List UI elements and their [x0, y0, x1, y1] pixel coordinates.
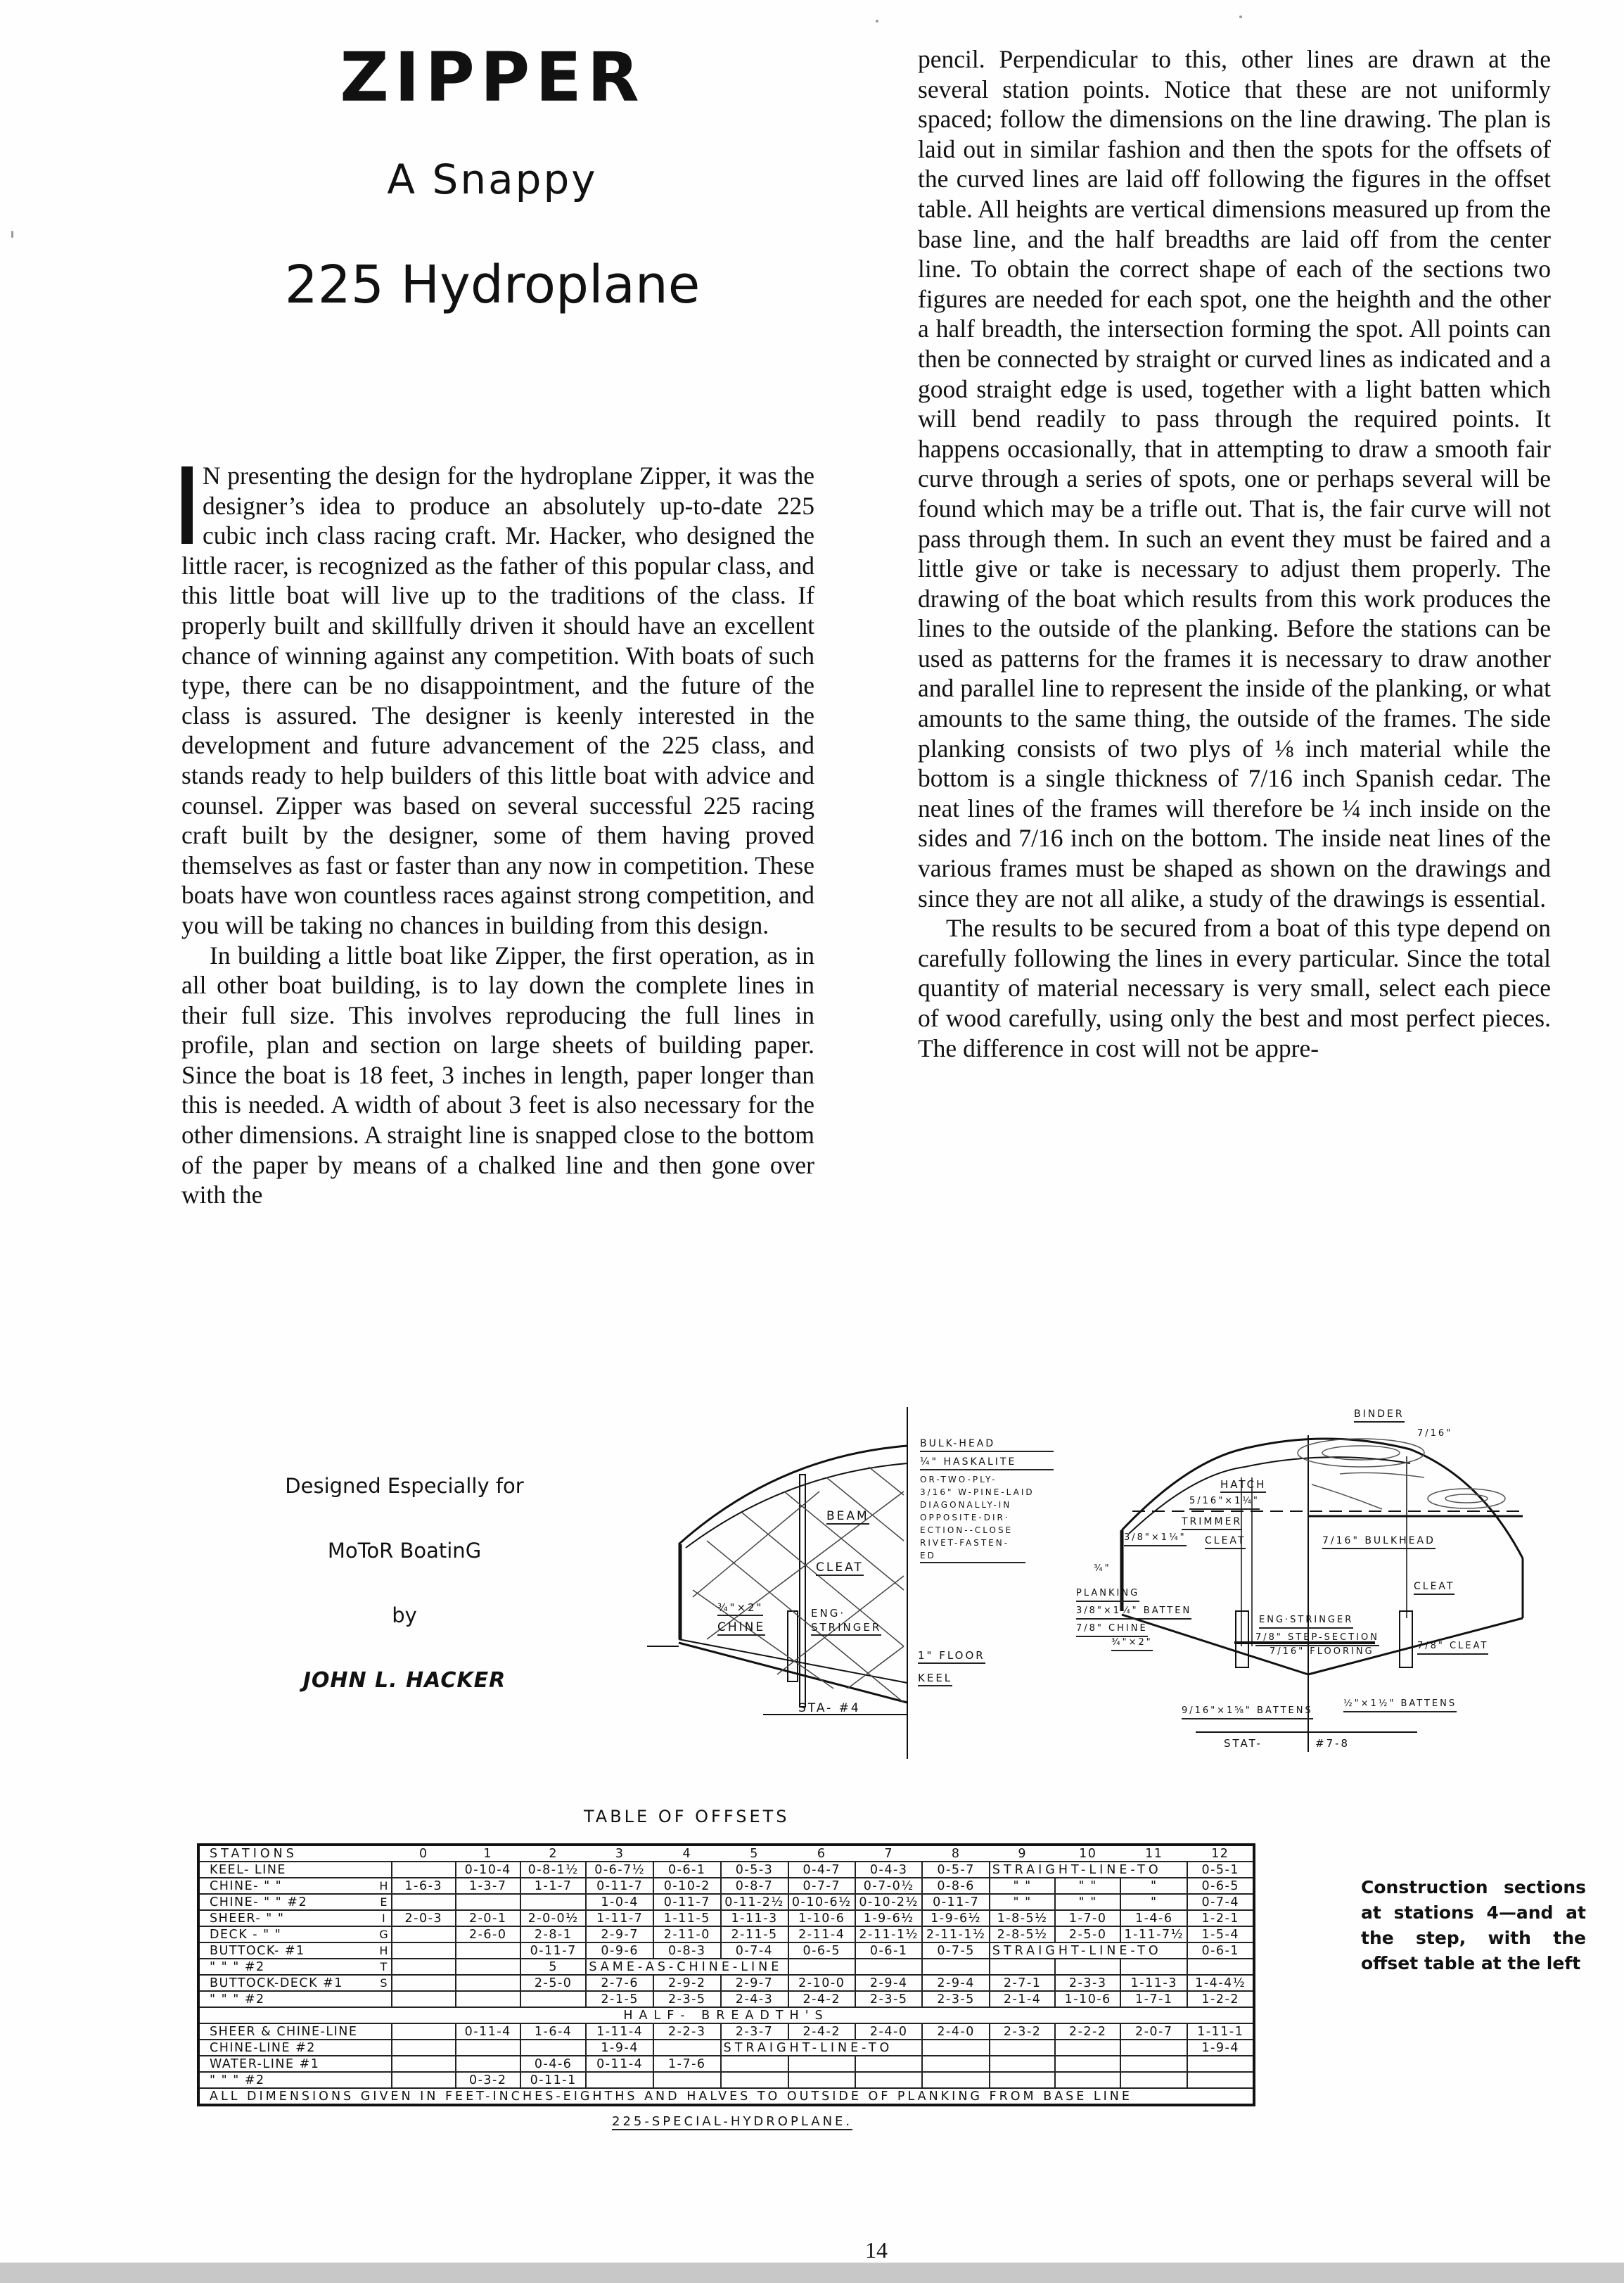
bottom-planking [679, 1643, 907, 1703]
offset-cell: 1-8-5½ [990, 1910, 1056, 1926]
offset-cell [855, 2056, 922, 2072]
paragraph: In building a little boat like Zipper, the first operation, as in all other boat building, is to lay down the complete lines in their full size. This involves reproducing the full lines in profile, plan and section on large sheets of building paper. Since the boat is 18 feet, 3 inches in length, paper longer than this is needed. A width of about 3 feet is also necessary for the other dimensions. A straight line is snapped close to the bottom of the paper by means of a chalked line and then gone over with the [181, 941, 814, 1209]
label-step-section: 7/8" STEP-SECTION [1255, 1631, 1379, 1646]
offset-cell [456, 1975, 520, 1991]
bulkhead-note-line: BULK-HEAD [920, 1437, 1054, 1452]
article-subtitle-line2: 225 Hydroplane [284, 255, 701, 315]
offset-cell [392, 2040, 455, 2056]
offset-cell: 1-5-4 [1187, 1926, 1254, 1942]
table-row [198, 1878, 1254, 1894]
table-row [198, 1975, 1254, 1991]
offset-cell [520, 2040, 586, 2056]
page-number: 14 [865, 2237, 888, 2263]
scan-speck [876, 20, 878, 23]
title-block [190, 35, 795, 317]
paragraph-text: N presenting the design for the hydroplane Zipper, it was the designer’s idea to produce an absolutely up-to-date 225 cubic inch class racing craft. Mr. Hacker, who designed the little racer, is recognized as the father of this popular class, and this little boat will live up to the traditions of the class. If properly built and skillfully driven it should have an excellent chance of winning against any competition. With boats of such type, there can be no disappointment, and the future of the class is assured. The designer is keenly interested in the development and future advancement of the 225 class, and stands ready to help builders of this little boat with advice and counsel. Zipper was based on several successful 225 racing craft built by the designer, some of them having proved themselves as fast or faster than any now in competition. These boats have won countless races against strong competition, and you will be taking no chances in building from this design. [181, 462, 814, 939]
offsets-table-title: TABLE OF OFFSETS [584, 1807, 790, 1826]
offset-cell: 0-6-5 [1187, 1878, 1254, 1894]
label-chine: CHINE [717, 1620, 766, 1634]
offset-cell: 1-9-4 [1187, 2040, 1254, 2056]
offset-cell: 1-11-3 [1120, 1975, 1187, 1991]
label-trimmer: TRIMMER [1182, 1515, 1242, 1530]
offset-cell: 2-9-4 [855, 1975, 922, 1991]
offset-cell: 2-4-2 [788, 2023, 855, 2040]
offset-cell [456, 2040, 520, 2056]
offset-cell: 1-0-4 [586, 1894, 653, 1910]
bulkhead-note [920, 1437, 1054, 1563]
offset-cell: 0-11-7 [653, 1894, 721, 1910]
offset-cell [392, 2072, 455, 2088]
offset-cell: 0-11-4 [586, 2056, 653, 2072]
offset-cell: 1-7-0 [1055, 1910, 1120, 1926]
offset-cell: 0-4-3 [855, 1862, 922, 1878]
offset-cell [520, 1894, 586, 1910]
station-header: 6 [788, 1845, 855, 1862]
row-label: BUTTOCK-DECK #1 [198, 1975, 377, 1991]
table-row [198, 1862, 1254, 1878]
row-marker: H [377, 1942, 392, 1959]
offset-cell: 2-4-0 [855, 2023, 922, 2040]
offset-cell [1120, 2056, 1187, 2072]
offset-cell [392, 1959, 455, 1975]
offset-cell: 2-1-5 [586, 1991, 653, 2007]
station-header: 4 [653, 1845, 721, 1862]
offset-cell [1055, 2072, 1120, 2088]
offset-cell [392, 1894, 455, 1910]
label-battens-left: 9/16"×1⅝" BATTENS [1182, 1704, 1313, 1719]
byline-author: JOHN L. HACKER [302, 1668, 506, 1693]
half-breadths-section-row [198, 2007, 1254, 2023]
row-label: SHEER & CHINE-LINE [198, 2023, 377, 2040]
stations-header-label: STATIONS [198, 1845, 392, 1862]
offset-cell: 0-6-5 [788, 1942, 855, 1959]
label-cleat: CLEAT [816, 1560, 864, 1575]
bulkhead-note-line: 3/16" W-PINE-LAID [920, 1487, 1035, 1497]
offset-cell: 2-5-0 [1055, 1926, 1120, 1942]
offset-cell: 1-10-6 [1055, 1991, 1120, 2007]
offset-cell: 0-10-4 [456, 1862, 520, 1878]
dropcap-initial [181, 466, 193, 544]
table-row [198, 1910, 1254, 1926]
offset-cell [1187, 2056, 1254, 2072]
offset-cell: 2-1-4 [990, 1991, 1056, 2007]
table-row [198, 2056, 1254, 2072]
offset-cell: 0-8-7 [721, 1878, 788, 1894]
table-row [198, 1942, 1254, 1959]
row-marker: G [377, 1926, 392, 1942]
station-header: 2 [520, 1845, 586, 1862]
offset-cell: 0-5-1 [1187, 1862, 1254, 1878]
row-marker [377, 1991, 392, 2007]
offset-cell: 0-11-2½ [721, 1894, 788, 1910]
offset-cell: 0-6-1 [855, 1942, 922, 1959]
offset-cell [392, 1975, 455, 1991]
offset-cell: " " [1055, 1878, 1120, 1894]
offset-cell: 2-3-5 [922, 1991, 989, 2007]
offset-cell: 2-9-7 [721, 1975, 788, 1991]
offset-cell: 0-6-1 [1187, 1942, 1254, 1959]
offset-cell: 0-8-6 [922, 1878, 989, 1894]
row-marker [377, 2072, 392, 2088]
offset-cell: 2-0-1 [456, 1910, 520, 1926]
station-header: 3 [586, 1845, 653, 1862]
station-header: 8 [922, 1845, 989, 1862]
cleat [800, 1475, 805, 1707]
offset-cell: STRAIGHT-LINE-TO [990, 1942, 1188, 1959]
offset-cell: 0-4-7 [788, 1862, 855, 1878]
offset-cell: 2-3-5 [855, 1991, 922, 2007]
offset-cell: 0-7-4 [1187, 1894, 1254, 1910]
offset-cell: 2-10-0 [788, 1975, 855, 1991]
offset-cell [520, 1991, 586, 2007]
table-row [198, 2072, 1254, 2088]
table-row [198, 2023, 1254, 2040]
row-marker: I [377, 1910, 392, 1926]
offset-cell: 2-3-7 [721, 2023, 788, 2040]
offset-cell [392, 1991, 455, 2007]
offset-cell [392, 2023, 455, 2040]
offset-cell: 2-3-5 [653, 1991, 721, 2007]
offset-cell [392, 2056, 455, 2072]
row-label: " " " #2 [198, 2072, 377, 2088]
offset-cell: 2-8-1 [520, 1926, 586, 1942]
offset-cell [721, 2056, 788, 2072]
label-chine-size: ¾"×2" [717, 1601, 763, 1616]
offset-cell [653, 2072, 721, 2088]
offset-cell: 2-8-5½ [990, 1926, 1056, 1942]
byline [246, 1474, 563, 1734]
label-cleat-78: 7/8" CLEAT [1417, 1639, 1488, 1655]
label-chine-right: 7/8" CHINE [1076, 1622, 1148, 1637]
offset-cell [1187, 1959, 1254, 1975]
offset-cell: 1-11-7 [586, 1910, 653, 1926]
offset-cell: 1-6-3 [392, 1878, 455, 1894]
table-row [198, 2040, 1254, 2056]
offset-cell: 1-10-6 [788, 1910, 855, 1926]
offsets-table-body [198, 1862, 1254, 2105]
label-cleat-right: CLEAT [1205, 1534, 1246, 1549]
offset-cell: 0-8-1½ [520, 1862, 586, 1878]
offset-cell: " " [1055, 1894, 1120, 1910]
offset-cell: 0-11-7 [922, 1894, 989, 1910]
row-label: BUTTOCK- #1 [198, 1942, 377, 1959]
offset-cell: 0-7-7 [788, 1878, 855, 1894]
offset-cell: 2-2-3 [653, 2023, 721, 2040]
article-subtitle-line1: A Snappy [387, 155, 598, 203]
label-cleat-far: CLEAT [1414, 1579, 1454, 1595]
offset-cell: 0-11-7 [520, 1942, 586, 1959]
deck-inner-line [686, 1463, 907, 1548]
label-bulkhead: 7/16" BULKHEAD [1322, 1534, 1436, 1549]
station-header: 0 [392, 1845, 455, 1862]
offset-cell [788, 2056, 855, 2072]
table-row [198, 1926, 1254, 1942]
table-row [198, 1959, 1254, 1975]
row-marker [377, 2023, 392, 2040]
offset-cell [456, 1991, 520, 2007]
offset-cell: 0-9-6 [586, 1942, 653, 1959]
offset-cell: 0-7-5 [922, 1942, 989, 1959]
bulkhead-note-line: ED [920, 1549, 1025, 1563]
right-text-column [918, 44, 1551, 1063]
offset-cell: 0-8-3 [653, 1942, 721, 1959]
offset-cell: 0-6-1 [653, 1862, 721, 1878]
station-header: 10 [1055, 1845, 1120, 1862]
scan-edge-bar [0, 2263, 1624, 2283]
offset-cell: 1-11-1 [1187, 2023, 1254, 2040]
row-marker [377, 2056, 392, 2072]
row-label: SHEER- " " [198, 1910, 377, 1926]
offset-cell: " [1120, 1878, 1187, 1894]
label-binder-size: 7/16" [1417, 1428, 1453, 1439]
label-batten: 3/8"×1¼" BATTEN [1076, 1604, 1191, 1620]
table-row [198, 1991, 1254, 2007]
offset-cell [990, 1959, 1056, 1975]
offset-cell: 2-11-1½ [855, 1926, 922, 1942]
offset-cell [1055, 1959, 1120, 1975]
row-label: " " " #2 [198, 1991, 377, 2007]
label-stringer: STRINGER [811, 1620, 881, 1636]
offset-cell: 0-11-7 [586, 1878, 653, 1894]
row-label: KEEL- LINE [198, 1862, 377, 1878]
row-label: DECK - " " [198, 1926, 377, 1942]
offset-cell: 0-7-4 [721, 1942, 788, 1959]
row-label: CHINE-LINE #2 [198, 2040, 377, 2056]
article-title: ZIPPER [340, 38, 645, 117]
offset-cell: 0-10-6½ [788, 1894, 855, 1910]
offset-cell: 1-1-7 [520, 1878, 586, 1894]
offsets-header-row [198, 1845, 1254, 1862]
left-text-column [181, 461, 814, 1210]
offset-cell: 2-0-3 [392, 1910, 455, 1926]
label-chine-size-right: ¾"×2" [1111, 1636, 1153, 1651]
offset-cell: 1-4-6 [1120, 1910, 1187, 1926]
offset-cell [1055, 2040, 1120, 2056]
floor-line [679, 1639, 907, 1683]
bulkhead-wood-grain [1298, 1439, 1505, 1509]
offset-cell: 1-3-7 [456, 1878, 520, 1894]
station-header: 5 [721, 1845, 788, 1862]
offset-cell [456, 2056, 520, 2072]
label-eng: ENG· [811, 1607, 846, 1620]
row-label: CHINE- " " [198, 1878, 377, 1894]
paragraph [181, 461, 814, 941]
bulkhead-note-line: ¼" HASKALITE [920, 1455, 1054, 1470]
figure-caption: Construction sections at stations 4—and at the step, with the offset table at the left [1361, 1877, 1586, 1973]
offset-cell: 2-2-2 [1055, 2023, 1120, 2040]
station-header: 7 [855, 1845, 922, 1862]
offset-cell: 0-10-2½ [855, 1894, 922, 1910]
table-footer-row [198, 2088, 1254, 2105]
offset-cell [456, 1894, 520, 1910]
offset-cell: SAME-AS-CHINE-LINE [586, 1959, 788, 1975]
offset-cell: 0-4-6 [520, 2056, 586, 2072]
offset-cell: 2-4-0 [922, 2023, 989, 2040]
offset-cell: 2-7-1 [990, 1975, 1056, 1991]
station-header: 12 [1187, 1845, 1254, 1862]
scan-speck [11, 231, 13, 238]
offset-cell: 0-5-3 [721, 1862, 788, 1878]
byline-line1: Designed Especially for [285, 1474, 524, 1498]
bulkhead-note-line: OPPOSITE-DIR· [920, 1513, 1010, 1522]
label-three-quarter: ¾" [1094, 1563, 1111, 1574]
offset-cell: 1-7-1 [1120, 1991, 1187, 2007]
scan-speck [1239, 15, 1242, 18]
offset-cell: 2-4-2 [788, 1991, 855, 2007]
label-beam: BEAM [826, 1509, 869, 1523]
offset-cell: 0-11-4 [456, 2023, 520, 2040]
table-row [198, 1894, 1254, 1910]
offset-cell: 0-5-7 [922, 1862, 989, 1878]
offset-cell: 1-11-5 [653, 1910, 721, 1926]
offset-cell [456, 1942, 520, 1959]
offset-cell [788, 1959, 855, 1975]
row-marker [377, 1862, 392, 1878]
label-binder: BINDER [1354, 1407, 1405, 1423]
offset-cell: 2-11-5 [721, 1926, 788, 1942]
offset-cell [922, 2040, 989, 2056]
bulkhead-note-line: ECTION--CLOSE [920, 1525, 1014, 1535]
label-keel: KEEL [918, 1671, 952, 1686]
label-eng-stringer: ENG·STRINGER [1259, 1613, 1353, 1629]
offset-cell: 2-0-7 [1120, 2023, 1187, 2040]
section-label: HALF- BREADTH'S [198, 2007, 1254, 2023]
row-marker: S [377, 1975, 392, 1991]
construction-sections-drawing [637, 1407, 1551, 1759]
table-footer-note: ALL DIMENSIONS GIVEN IN FEET-INCHES-EIGHTHS AND HALVES TO OUTSIDE OF PLANKING FROM BASE LINE [198, 2088, 1254, 2105]
offset-cell [392, 1862, 455, 1878]
offset-cell: 1-2-2 [1187, 1991, 1254, 2007]
label-battens-right: ½"×1½" BATTENS [1343, 1697, 1457, 1712]
offset-cell: 1-6-4 [520, 2023, 586, 2040]
offset-cell: 2-11-0 [653, 1926, 721, 1942]
offset-cell [1120, 2040, 1187, 2056]
offset-cell [922, 2056, 989, 2072]
offset-cell: 2-6-0 [456, 1926, 520, 1942]
offset-cell: 0-10-2 [653, 1878, 721, 1894]
label-hatch-size: 5/16"×1¼" [1189, 1494, 1260, 1510]
offset-cell: 2-9-2 [653, 1975, 721, 1991]
byline-magazine: MoToR BoatinG [327, 1539, 482, 1563]
paragraph: The results to be secured from a boat of this type depend on carefully following the lines in every particular. Since the total quantity of material necessary is very small, select each piece of wood carefully, using only the best and most perfect pieces. The difference in cost will not be appre- [918, 914, 1551, 1062]
offset-cell [990, 2056, 1056, 2072]
offset-cell: " " [990, 1894, 1056, 1910]
offset-cell: 2-0-0½ [520, 1910, 586, 1926]
offset-cell [990, 2072, 1056, 2088]
offset-cell [855, 1959, 922, 1975]
offset-cell: 5 [520, 1959, 586, 1975]
row-label: CHINE- " " #2 [198, 1894, 377, 1910]
row-marker: H [377, 1878, 392, 1894]
label-hatch: HATCH [1220, 1477, 1266, 1493]
offset-cell: 2-3-3 [1055, 1975, 1120, 1991]
offset-cell [586, 2072, 653, 2088]
row-label: " " " #2 [198, 1959, 377, 1975]
offset-cell [392, 1926, 455, 1942]
offset-cell [1187, 2072, 1254, 2088]
offset-cell: " [1120, 1894, 1187, 1910]
offsets-table [197, 1843, 1255, 2106]
label-trimmer-size: 3/8"×1¼" [1124, 1531, 1187, 1546]
offset-cell [456, 1959, 520, 1975]
station-header: 11 [1120, 1845, 1187, 1862]
offset-cell: 1-11-4 [586, 2023, 653, 2040]
offset-cell: 1-9-6½ [922, 1910, 989, 1926]
label-station-right: #7-8 [1315, 1737, 1350, 1750]
offset-cell [721, 2072, 788, 2088]
bulkhead-note-line: RIVET-FASTEN- [920, 1538, 1010, 1548]
offset-cell: " " [990, 1878, 1056, 1894]
offset-cell: STRAIGHT-LINE-TO [721, 2040, 923, 2056]
offset-cell: 2-4-3 [721, 1991, 788, 2007]
offset-cell: 0-6-7½ [586, 1862, 653, 1878]
offset-cell: 2-7-6 [586, 1975, 653, 1991]
label-station-4: STA- #4 [798, 1701, 861, 1715]
offset-cell: 2-5-0 [520, 1975, 586, 1991]
offset-cell: 2-9-4 [922, 1975, 989, 1991]
bulkhead-note-line: DIAGONALLY-IN [920, 1500, 1012, 1510]
offset-cell [922, 2072, 989, 2088]
offset-cell [855, 2072, 922, 2088]
label-flooring: 7/16" FLOORING [1270, 1646, 1374, 1657]
offset-cell: 2-11-4 [788, 1926, 855, 1942]
offset-cell: 2-3-2 [990, 2023, 1056, 2040]
offset-cell: 1-9-4 [586, 2040, 653, 2056]
offset-cell: 0-11-1 [520, 2072, 586, 2088]
label-floor: 1" FLOOR [918, 1648, 985, 1664]
byline-by: by [392, 1603, 417, 1627]
station-header: 9 [990, 1845, 1056, 1862]
paragraph: pencil. Perpendicular to this, other lines are drawn at the several station points. Notice that these are not uniformly spaced; follow the dimensions on the line drawing. The plan is laid out in similar fashion and then the spots for the offsets of the curved lines are laid off following the figures in the offset table. All heights are vertical dimensions measured up from the base line, and the half breadths are laid off from the center line. To obtain the correct shape of each of the sections two figures are needed for each spot, one the heighth and the other a half breadth, the intersection forming the spot. All points can then be connected by straight or curved lines as indicated and a good straight edge is used, together with a light batten which will bend readily to pass through the required points. It happens occasionally, that in attempting to draw a smooth fair curve through a series of spots, one or perhaps several will be found which may be a trifle out. That is, the fair curve will not pass through them. In such an event they must be faired and a little give or take is necessary to adjust them properly. The drawing of the boat which results from this work produces the lines to the outside of the planking. Before the stations can be used as patterns for the frames it is necessary to draw another and parallel line to represent the inside of the planking, or what amounts to the same thing, the outside of the frames. The side planking consists of two plys of ⅛ inch material while the bottom is a single thickness of 7/16 inch Spanish cedar. The neat lines of the frames will therefore be ¼ inch inside on the sides and 7/16 inch on the bottom. The inside neat lines of the various frames must be shaped as shown on the drawings and since they are not all alike, a study of the drawings is essential. [918, 45, 1551, 912]
offset-cell [1120, 2072, 1187, 2088]
offset-cell: 1-11-3 [721, 1910, 788, 1926]
offset-cell: 1-7-6 [653, 2056, 721, 2072]
offset-cell: 0-7-0½ [855, 1878, 922, 1894]
offset-cell [1055, 2056, 1120, 2072]
offset-cell: 0-3-2 [456, 2072, 520, 2088]
offset-cell: 2-11-1½ [922, 1926, 989, 1942]
bulkhead-note-line: OR-TWO-PLY- [920, 1475, 997, 1484]
row-marker [377, 2040, 392, 2056]
offset-cell [922, 1959, 989, 1975]
offset-cell: 1-2-1 [1187, 1910, 1254, 1926]
row-marker: T [377, 1959, 392, 1975]
offset-cell [788, 2072, 855, 2088]
offset-cell: 1-4-4½ [1187, 1975, 1254, 1991]
offset-cell [990, 2040, 1056, 2056]
station-header: 1 [456, 1845, 520, 1862]
offsets-table-subtitle: 225-SPECIAL-HYDROPLANE. [612, 2114, 853, 2129]
row-marker: E [377, 1894, 392, 1910]
offset-cell: 2-9-7 [586, 1926, 653, 1942]
row-label: WATER-LINE #1 [198, 2056, 377, 2072]
offset-cell [1120, 1959, 1187, 1975]
label-station-left: STAT- [1224, 1737, 1262, 1750]
offset-cell: 1-11-7½ [1120, 1926, 1187, 1942]
offset-cell [392, 1942, 455, 1959]
label-planking: PLANKING [1076, 1586, 1139, 1602]
offset-cell [653, 2040, 721, 2056]
offset-cell: 1-9-6½ [855, 1910, 922, 1926]
offset-cell: STRAIGHT-LINE-TO [990, 1862, 1188, 1878]
